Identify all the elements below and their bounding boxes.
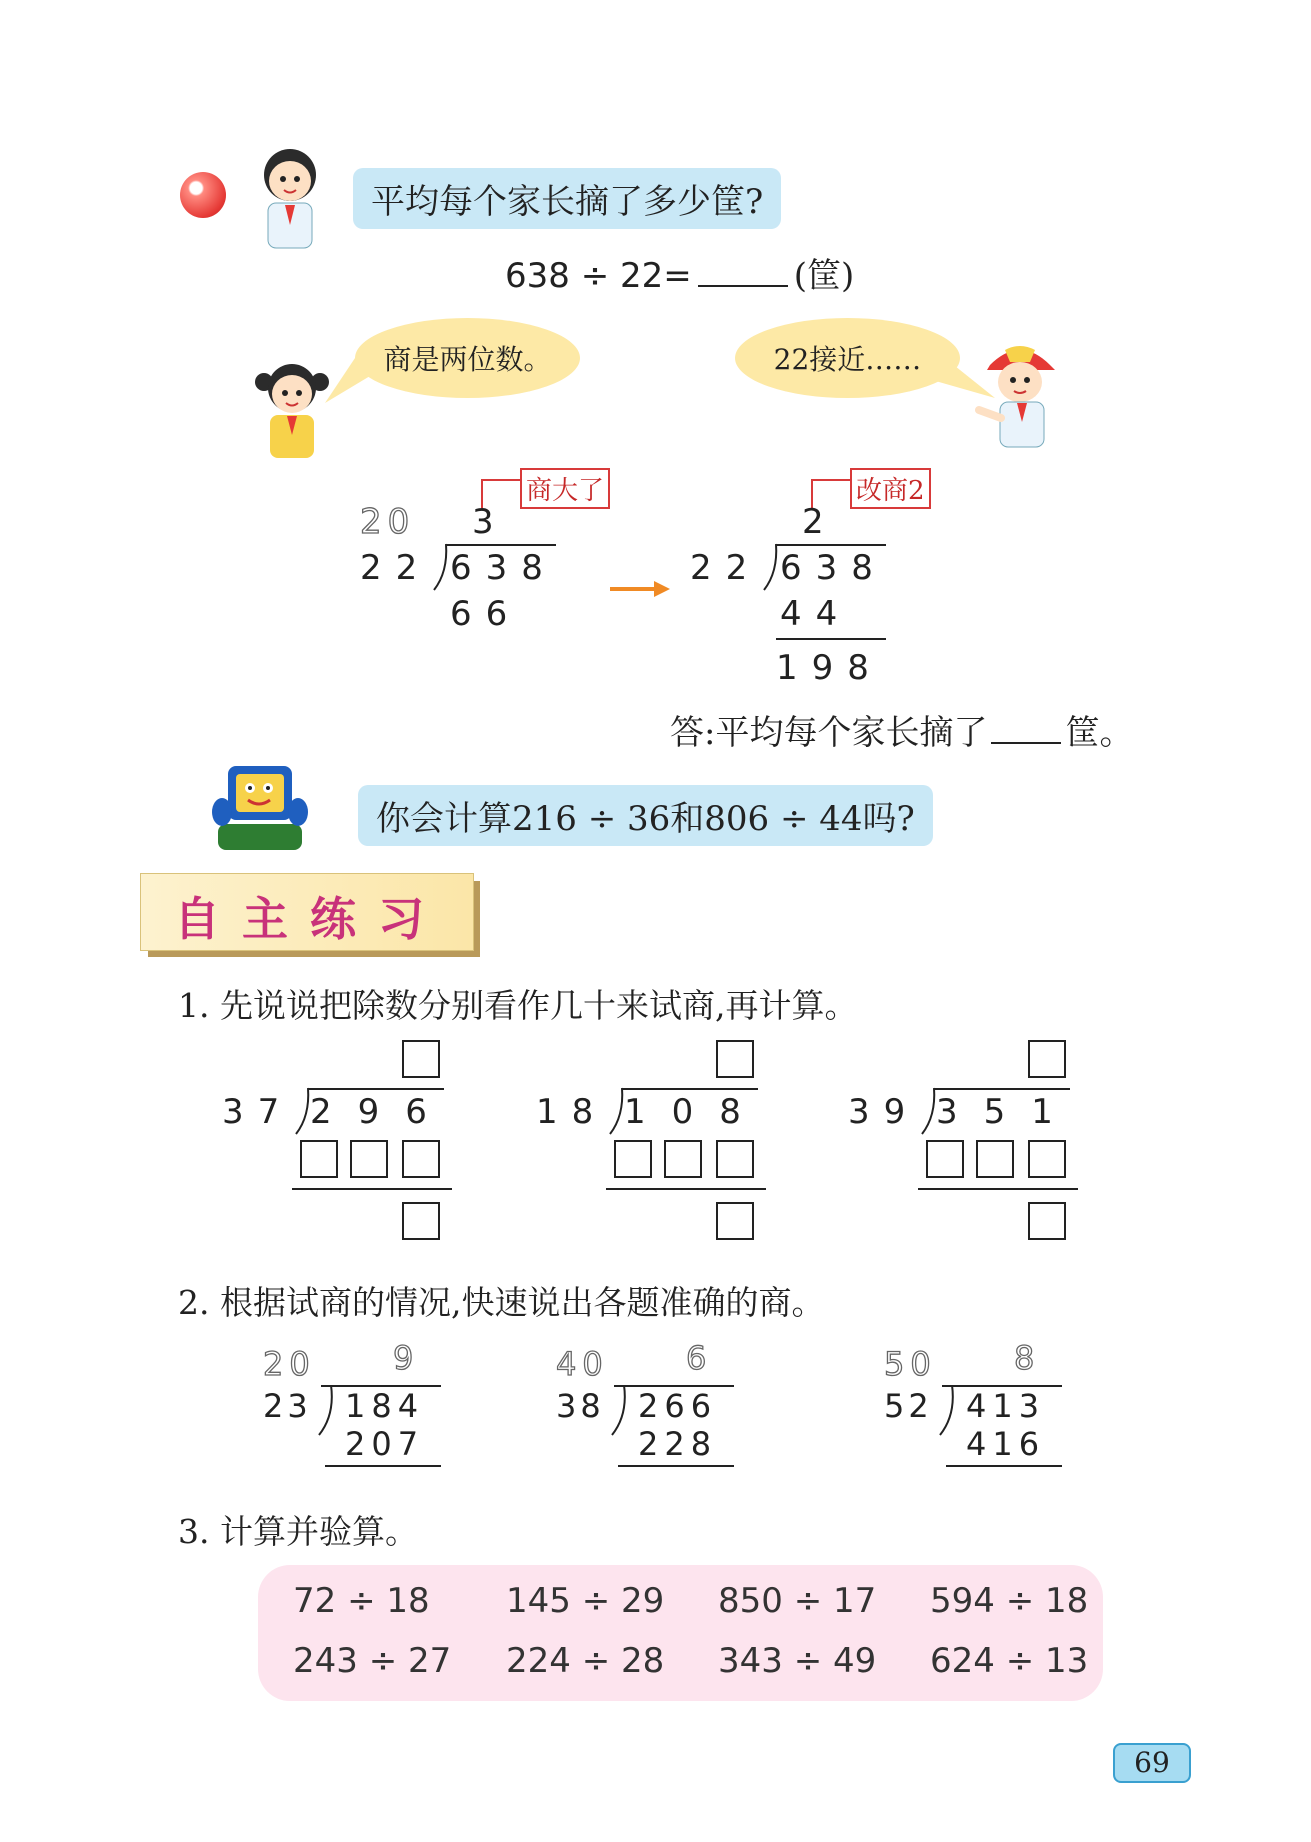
divisor: 38 [556,1387,605,1425]
quotient-box[interactable] [1028,1040,1066,1078]
divisor: 23 [263,1387,312,1425]
expression: 72 ÷ 18 [293,1581,430,1621]
divisor: 18 [536,1092,608,1132]
quotient-box[interactable] [716,1040,754,1078]
product: 207 [345,1425,425,1463]
trial-quotient: 20 [360,502,416,542]
product: 416 [966,1425,1046,1463]
girl-bubble-text: 商是两位数。 [355,318,580,398]
product-box[interactable] [976,1140,1014,1178]
quotient-digit: 2 [802,502,824,542]
boy-bubble [735,318,960,398]
ex2-problem-2 [556,1339,756,1475]
product-box[interactable] [300,1140,338,1178]
answer-blank[interactable] [698,285,788,287]
computer-robot-icon [210,762,310,854]
exercise-1-title: 1. 先说说把除数分别看作几十来试商,再计算。 [178,986,858,1025]
trial-quotient-digit: 9 [393,1339,420,1377]
ex2-problem-3 [884,1339,1084,1475]
dividend: 638 [450,548,557,588]
answer-line [670,705,1133,754]
ex1-problem-3 [848,1040,1088,1240]
expression: 343 ÷ 49 [718,1641,877,1681]
arrow-right-icon [610,578,672,600]
product-box[interactable] [926,1140,964,1178]
trial-quotient: 40 [556,1345,609,1383]
divisor: 22 [690,548,762,588]
equation-text: 638 ÷ 22= [505,256,692,296]
divisor: 37 [222,1092,294,1132]
dividend: 184 [345,1387,425,1425]
dividend: 351 [936,1092,1079,1132]
boy-bubble-text: 22接近…… [735,318,960,398]
product-box[interactable] [402,1140,440,1178]
exercise-3-box [258,1565,1103,1701]
question-bubble: 平均每个家长摘了多少筐? [353,168,781,229]
girl-bubble [355,318,580,398]
trial-quotient-digit: 8 [1014,1339,1041,1377]
answer-suffix: 筐。 [1065,713,1134,753]
ex2-problem-1 [263,1339,463,1475]
ex1-problem-1 [222,1040,462,1240]
divisor: 39 [848,1092,920,1132]
quotient-digit: 3 [472,502,494,542]
answer-blank[interactable] [991,742,1061,744]
quotient-box[interactable] [402,1040,440,1078]
long-division-2 [690,470,925,700]
equation-unit: (筐) [793,256,855,296]
dividend: 108 [624,1092,767,1132]
trial-quotient: 50 [884,1345,937,1383]
product-box[interactable] [664,1140,702,1178]
expression: 145 ÷ 29 [506,1581,665,1621]
quotient-too-big-tag: 商大了 [520,468,610,509]
expression: 850 ÷ 17 [718,1581,877,1621]
product-box[interactable] [1028,1140,1066,1178]
exercise-3-title: 3. 计算并验算。 [178,1512,418,1551]
divisor: 52 [884,1387,933,1425]
red-ball-icon [180,172,226,218]
product-box[interactable] [350,1140,388,1178]
divisor: 22 [360,548,432,588]
exercise-2-title: 2. 根据试商的情况,快速说出各题准确的商。 [178,1283,825,1322]
dividend: 266 [638,1387,718,1425]
remainder: 198 [776,648,883,688]
section-title: 自主练习 [174,892,446,946]
expression: 243 ÷ 27 [293,1641,452,1681]
remainder-box[interactable] [716,1202,754,1240]
page-number: 69 [1113,1743,1191,1783]
dividend: 413 [966,1387,1046,1425]
remainder-box[interactable] [402,1202,440,1240]
equation-line [505,248,854,297]
answer-prefix: 答:平均每个家长摘了 [670,713,988,753]
product: 228 [638,1425,718,1463]
dividend: 296 [310,1092,453,1132]
product-box[interactable] [614,1140,652,1178]
product: 44 [780,594,852,634]
remainder-box[interactable] [1028,1202,1066,1240]
ex1-problem-2 [536,1040,776,1240]
robot-bubble: 你会计算216 ÷ 36和806 ÷ 44吗? [358,785,933,846]
section-header [140,873,480,957]
expression: 594 ÷ 18 [930,1581,1089,1621]
product: 66 [450,594,522,634]
product-box[interactable] [716,1140,754,1178]
trial-quotient: 20 [263,1345,316,1383]
long-division-1 [360,470,605,690]
expression: 624 ÷ 13 [930,1641,1089,1681]
change-quotient-tag: 改商2 [850,468,931,509]
trial-quotient-digit: 6 [686,1339,713,1377]
boy-character-icon [250,145,330,250]
dividend: 638 [780,548,887,588]
boy-with-cap-icon [975,340,1065,450]
expression: 224 ÷ 28 [506,1641,665,1681]
